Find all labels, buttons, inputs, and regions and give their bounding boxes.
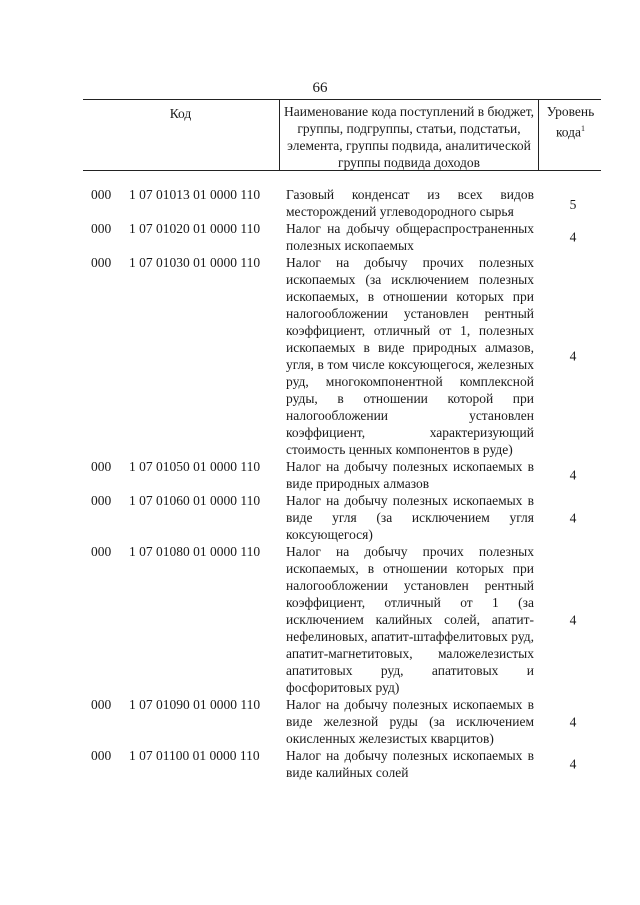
- row-name: Налог на добычу общераспространенных полезных ископаемых: [286, 221, 534, 253]
- row-name: Налог на добычу полезных ископаемых в виде угля (за исключением угля коксующегося): [286, 493, 534, 542]
- row-prefix: 000: [91, 544, 112, 559]
- page-number: 66: [312, 80, 328, 96]
- row-level: 4: [569, 510, 577, 525]
- row-name: Налог на добычу прочих полезных ископаемых, в отношении которых при налогообложении установлен рентный коэффициент, отличный от 1 (за исключением калийных солей, апатит-нефелиновых, апатит-штаффелитовых руд, апатит-магнетитовых, маложелезистых апатитовых руд, апатитовых и фосфоритовых руд): [286, 544, 534, 695]
- row-code: 1 07 01090 01 0000 110: [129, 697, 261, 712]
- row-name: Налог на добычу полезных ископаемых в виде природных алмазов: [286, 459, 534, 491]
- row-level: 4: [569, 756, 577, 772]
- row-level: 4: [569, 714, 577, 729]
- header-level-footnote-mark: 1: [581, 124, 586, 133]
- header-code: Код: [169, 106, 192, 121]
- row-prefix: 000: [91, 697, 112, 712]
- row-code: 1 07 01060 01 0000 110: [129, 493, 261, 508]
- header-level-label: Уровень кода: [546, 104, 595, 140]
- table-row: [0, 458, 640, 492]
- row-level: 4: [569, 229, 577, 245]
- row-name: Налог на добычу полезных ископаемых в виде калийных солей: [286, 748, 534, 780]
- table-row: [0, 492, 640, 543]
- row-name: Газовый конденсат из всех видов месторождений углеводородного сырья: [286, 187, 534, 219]
- table-header: [83, 99, 601, 171]
- table-row: [0, 254, 640, 458]
- row-level: 4: [569, 348, 577, 364]
- row-prefix: 000: [91, 493, 112, 508]
- row-prefix: 000: [91, 459, 112, 474]
- table-row: [0, 186, 640, 220]
- row-prefix: 000: [91, 748, 112, 763]
- row-name: Налог на добычу прочих полезных ископаемых (за исключением полезных ископаемых, в отношении которых при налогообложении установлен рентный коэффициент, отличный от 1, полезных ископаемых в виде природных алмазов, угля, в том числе коксующегося, железных руд, многокомпонентной комплексной руды, в отношении которой при налогообложении установлен коэффициент, характеризующий стоимость ценных компонентов в руде): [286, 255, 534, 457]
- row-level: 4: [569, 467, 577, 483]
- row-prefix: 000: [91, 255, 112, 270]
- row-prefix: 000: [91, 187, 112, 202]
- table-body: [0, 186, 640, 781]
- table-row: [0, 696, 640, 747]
- table-row: [0, 220, 640, 254]
- row-code: 1 07 01050 01 0000 110: [129, 459, 261, 474]
- header-level: [538, 100, 602, 170]
- row-code: 1 07 01013 01 0000 110: [129, 187, 261, 202]
- row-level: 4: [569, 612, 577, 627]
- table-row: [0, 747, 640, 781]
- row-name: Налог на добычу полезных ископаемых в виде железной руды (за исключением окисленных железистых кварцитов): [286, 697, 534, 746]
- row-code: 1 07 01020 01 0000 110: [129, 221, 261, 236]
- row-code: 1 07 01030 01 0000 110: [129, 255, 261, 270]
- row-level: 5: [569, 197, 577, 213]
- header-name: Наименование кода поступлений в бюджет, группы, подгруппы, статьи, подстатьи, элемента, группы подвида, аналитической группы подвида доходов: [279, 100, 538, 170]
- table-row: [0, 543, 640, 696]
- row-code: 1 07 01100 01 0000 110: [129, 748, 260, 763]
- row-code: 1 07 01080 01 0000 110: [129, 544, 261, 559]
- row-prefix: 000: [91, 221, 112, 236]
